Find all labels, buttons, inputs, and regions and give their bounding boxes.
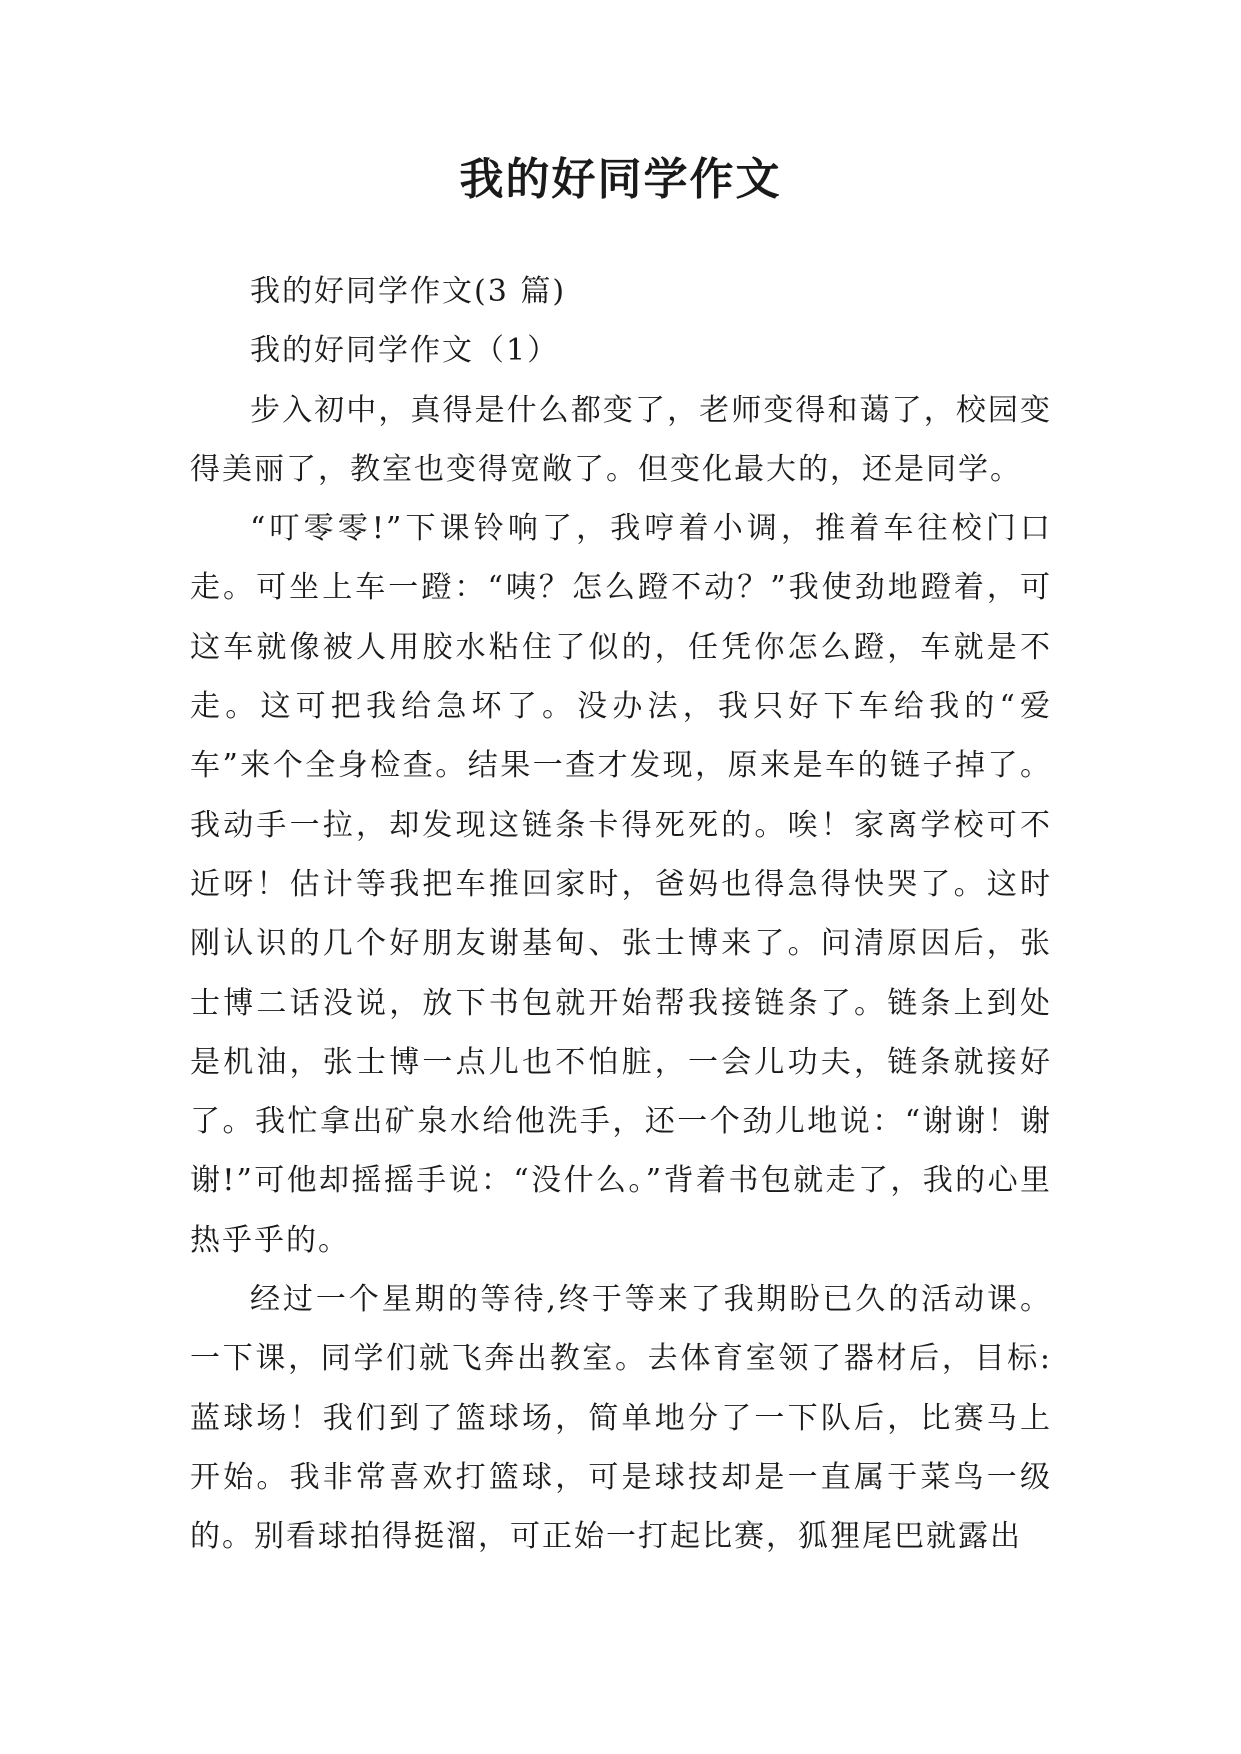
paragraph-section-heading: 我的好同学作文（1）: [250, 333, 560, 369]
paragraph: “叮零零!”下课铃响了，我哼着小调，推着车往校门口走。可坐上车一蹬：“咦？怎么蹬不动？”我使劲地蹬着，可这车就像被人用胶水粘住了似的，任凭你怎么蹬，车就是不走。这可把我给急坏了。没办法，我只好下车给我的“爱车”来个全身检查。结果一查才发现，原来是车的链子掉了。我动手一拉，却发现这链条卡得死死的。唉！家离学校可不近呀！估计等我把车推回家时，爸妈也得急得快哭了。这时刚认识的几个好朋友谢基甸、张士博来了。问清原因后，张士博二话没说，放下书包就开始帮我接链条了。链条上到处是机油，张士博一点儿也不怕脏，一会儿功夫，链条就接好了。我忙拿出矿泉水给他洗手，还一个劲儿地说：“谢谢！谢谢!”可他却摇摇手说：“没什么。”背着书包就走了，我的心里热乎乎的。: [190, 511, 1052, 1258]
paragraph: 步入初中，真得是什么都变了，老师变得和蔼了，校园变得美丽了，教室也变得宽敞了。但变化最大的，还是同学。: [190, 392, 1052, 487]
paragraph: 经过一个星期的等待,终于等来了我期盼已久的活动课。一下课，同学们就飞奔出教室。去体育室领了器材后，目标:蓝球场！我们到了篮球场，简单地分了一下队后，比赛马上开始。我非常喜欢打篮球，可是球技却是一直属于菜鸟一级的。别看球拍得挺溜，可正始一打起比赛，狐狸尾巴就露出: [190, 1282, 1052, 1555]
paragraph-subtitle: 我的好同学作文(3 篇): [250, 274, 567, 309]
document-body: [190, 262, 1052, 1567]
document-title: 我的好同学作文: [459, 154, 782, 205]
